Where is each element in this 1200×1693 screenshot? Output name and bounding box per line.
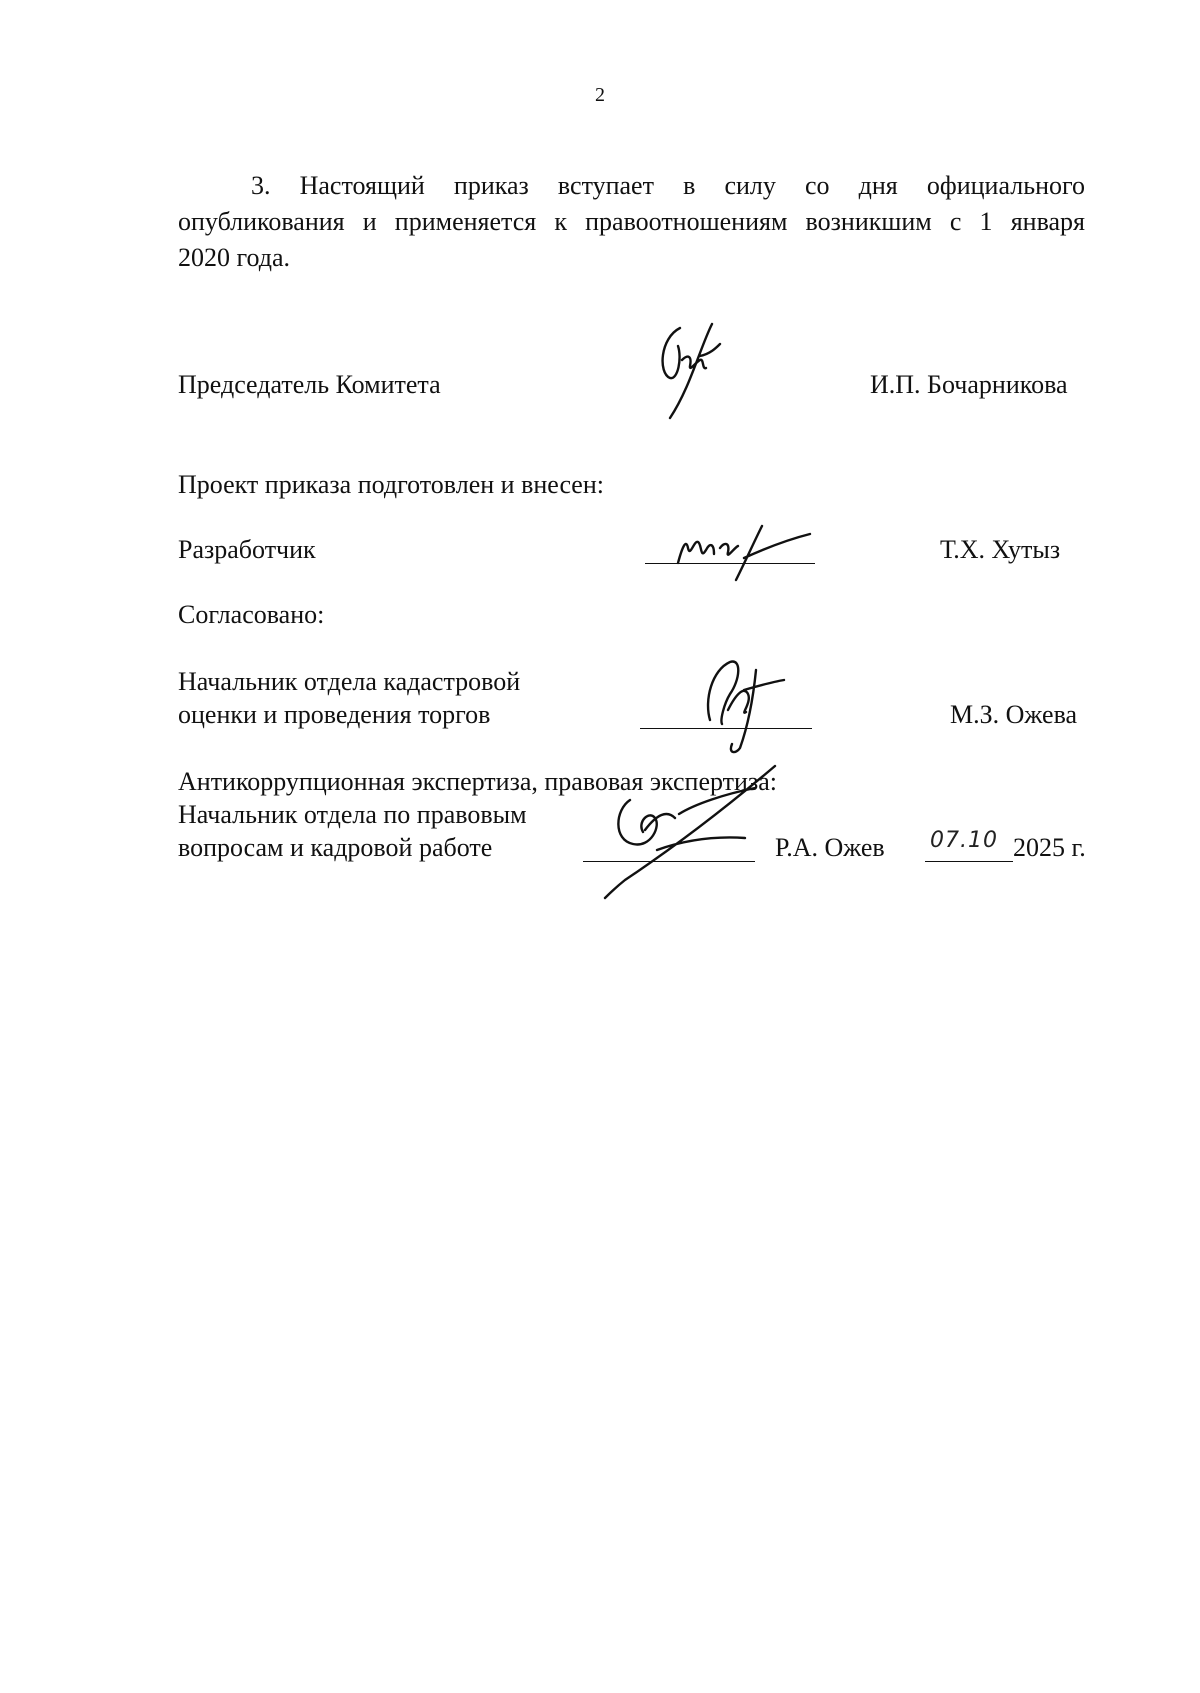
signing-date-line xyxy=(925,861,1013,862)
legal-head-title-line-2: вопросам и кадровой работе xyxy=(178,833,493,862)
legal-head-name: Р.А. Ожев xyxy=(775,833,885,862)
cadastral-head-title-line-1: Начальник отдела кадастровой xyxy=(178,667,521,696)
cadastral-head-name: М.З. Ожева xyxy=(950,700,1078,729)
cadastral-head-title-line-2: оценки и проведения торгов xyxy=(178,700,491,729)
legal-head-title-line-1: Начальник отдела по правовым xyxy=(178,800,527,829)
agreed-label: Согласовано: xyxy=(178,600,325,629)
prepared-by-label: Проект приказа подготовлен и внесен: xyxy=(178,470,604,499)
cadastral-head-signature xyxy=(680,650,800,760)
chairman-name: И.П. Бочарникова xyxy=(870,370,1068,399)
developer-title: Разработчик xyxy=(178,535,316,564)
signing-date-year: 2025 г. xyxy=(1013,833,1086,862)
paragraph-line-1: 3. Настоящий приказ вступает в силу со дня официального xyxy=(251,171,1085,200)
developer-name: Т.Х. Хутыз xyxy=(940,535,1061,564)
chairman-signature xyxy=(640,318,730,428)
paragraph-line-3: 2020 года. xyxy=(178,243,291,272)
legal-head-signature xyxy=(585,760,795,910)
page-number: 2 xyxy=(595,84,605,106)
paragraph-3 xyxy=(178,168,1085,276)
chairman-title: Председатель Комитета xyxy=(178,370,441,399)
signing-date-handwritten: 07.10 xyxy=(930,828,998,853)
developer-signature xyxy=(670,518,820,588)
paragraph-line-2: опубликования и применяется к правоотношениям возникшим с 1 января xyxy=(178,207,1085,236)
legal-expertise-heading: Антикоррупционная экспертиза, правовая экспертиза: xyxy=(178,767,777,796)
